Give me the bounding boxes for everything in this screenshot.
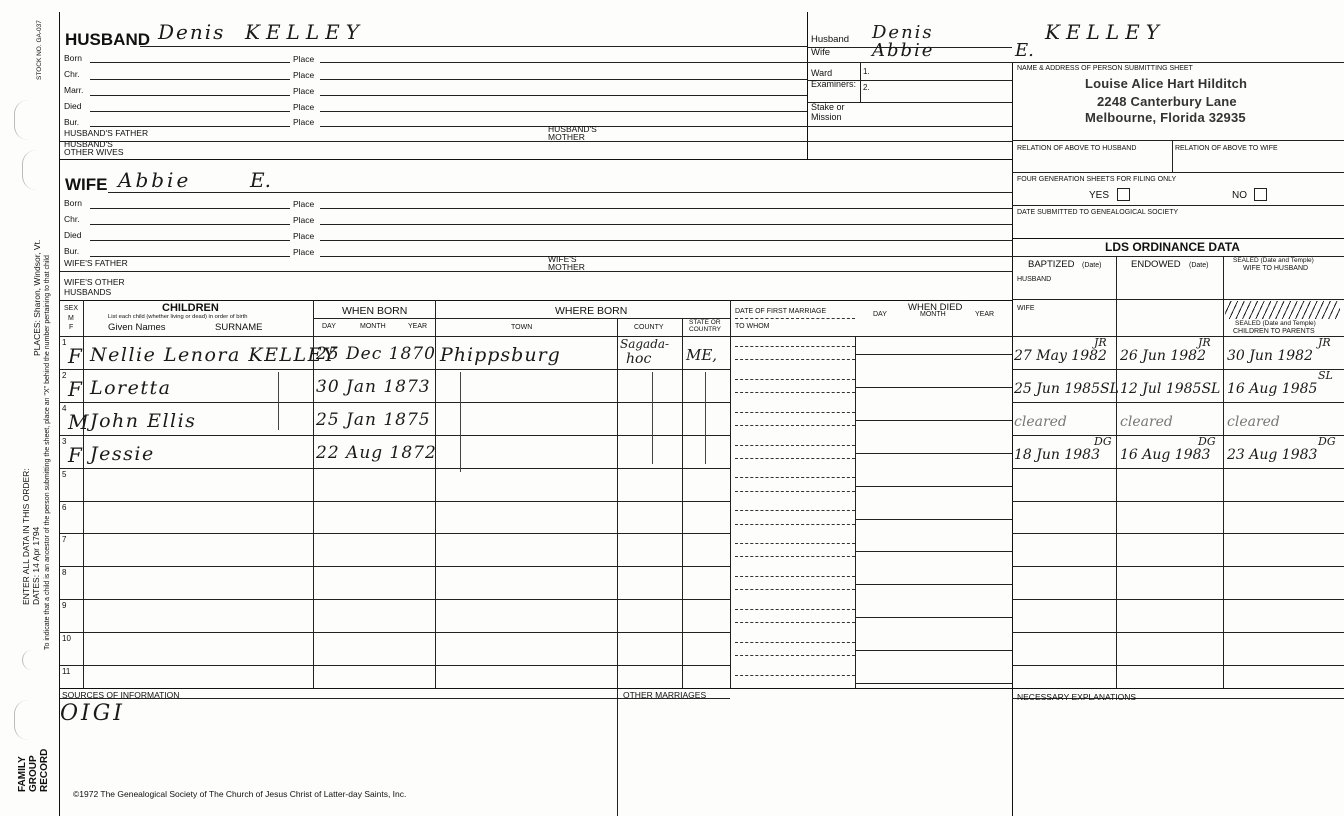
rule [435, 318, 730, 319]
child-number: 1 [62, 338, 67, 347]
row-rule [855, 635, 856, 653]
explanations-label: NECESSARY EXPLANATIONS [1017, 692, 1137, 702]
first-marriage-header: DATE OF FIRST MARRIAGE [735, 308, 827, 315]
child-born: 30 Jan 1873 [316, 377, 431, 397]
ditto-line [278, 372, 279, 430]
rule [90, 126, 290, 127]
rule [60, 688, 1344, 689]
rule [60, 141, 1012, 142]
row-rule [735, 425, 855, 426]
husband-bur-label: Bur. [64, 117, 80, 127]
right-column-border [1012, 62, 1013, 816]
child-endowed: 12 Jul 1985SL [1120, 381, 1221, 397]
child-name: Nellie Lenora KELLEY [90, 344, 338, 366]
rule [320, 62, 807, 63]
lds-wife-label: WIFE [1017, 305, 1035, 312]
child-endowed-mark: JR [1198, 336, 1211, 349]
rule [320, 111, 807, 112]
row-rule [1012, 566, 1344, 567]
rule [807, 62, 1344, 63]
row-rule [855, 683, 1012, 684]
row-rule [735, 477, 855, 478]
rule [320, 256, 1012, 257]
relation-to-wife-label: RELATION OF ABOVE TO WIFE [1175, 145, 1278, 152]
rule [140, 46, 807, 47]
child-number: 4 [62, 404, 67, 413]
row-rule [855, 420, 1012, 421]
wife-chr-label: Chr. [64, 214, 80, 224]
child-sex: F [68, 443, 82, 467]
child-sealed-mark: SL [1318, 369, 1333, 382]
child-number: 9 [62, 601, 67, 610]
rule [90, 208, 290, 209]
form-title-group: GROUP [28, 755, 39, 792]
sealed-children-label-2: CHILDREN TO PARENTS [1233, 328, 1315, 335]
form-title-family: FAMILY [17, 756, 28, 792]
rule [90, 62, 290, 63]
lds-title: LDS ORDINANCE DATA [1105, 240, 1240, 254]
where-born-header: WHERE BORN [555, 305, 628, 317]
sources-label: SOURCES OF INFORMATION [62, 690, 180, 700]
wifes-mother-label-1: WIFE'S [548, 254, 577, 264]
endowed-date-label: (Date) [1189, 262, 1209, 269]
row-rule [855, 504, 856, 522]
child-baptized: cleared [1014, 414, 1067, 430]
enter-all-data: ENTER ALL DATA IN THIS ORDER: [21, 468, 31, 605]
ditto-line [652, 372, 653, 464]
child-name: Loretta [90, 377, 172, 399]
wife-born-place-label: Place [293, 199, 315, 209]
row-rule [1012, 632, 1344, 633]
ward-label: Ward [811, 68, 833, 78]
child-endowed: 26 Jun 1982 [1120, 348, 1206, 364]
examiner-1: 1. [863, 67, 870, 76]
row-rule [1012, 501, 1344, 502]
ditto-line [705, 372, 706, 464]
rule [730, 300, 731, 688]
ward-husband-label: Husband [811, 34, 850, 45]
child-endowed-mark: DG [1198, 435, 1216, 448]
row-rule [735, 346, 855, 347]
wife-bur-label: Bur. [64, 246, 80, 256]
rule [83, 300, 84, 688]
sealed-wife-label-2: WIFE TO HUSBAND [1243, 265, 1309, 272]
rule [108, 192, 1012, 193]
child-county: Sagada- [620, 337, 670, 351]
sealed-children-label-1: SEALED (Date and Temple) [1235, 320, 1316, 327]
husband-marr-label: Marr. [64, 85, 84, 95]
row-rule [735, 589, 855, 590]
child-sealed: cleared [1227, 414, 1280, 430]
child-born: 25 Dec 1870 [316, 344, 436, 364]
husbands-father-label: HUSBAND'S FATHER [64, 128, 149, 138]
row-rule [855, 471, 856, 489]
row-rule [60, 402, 730, 403]
rule [1172, 140, 1173, 172]
row-rule [735, 510, 855, 511]
row-rule [855, 372, 856, 390]
husbands-mother-label-2: MOTHER [548, 132, 585, 142]
county-header: COUNTY [634, 324, 664, 331]
form-title-record: RECORD [39, 748, 50, 792]
row-rule [855, 405, 856, 423]
ward-box-left-border [807, 12, 808, 160]
husbands-other-wives-label-2: OTHER WIVES [64, 147, 124, 157]
ward-husband-value: Denis [872, 22, 934, 43]
no-checkbox[interactable] [1254, 188, 1267, 201]
husbands-other-wives-label-1: HUSBAND'S [64, 139, 113, 149]
row-rule [855, 387, 1012, 388]
child-baptized-mark: JR [1094, 336, 1107, 349]
sealed-hatch [1225, 301, 1340, 319]
row-rule [735, 379, 855, 380]
rule [1223, 256, 1224, 688]
child-sex: F [68, 377, 82, 401]
husband-chr-label: Chr. [64, 69, 80, 79]
row-rule [855, 650, 1012, 651]
child-baptized: 25 Jun 1985SL [1014, 381, 1119, 397]
rule [90, 224, 290, 225]
rule [1012, 140, 1344, 141]
when-born-header: WHEN BORN [342, 305, 408, 317]
child-number: 2 [62, 371, 67, 380]
row-rule [855, 617, 1012, 618]
sealed-wife-label-1: SEALED (Date and Temple) [1233, 257, 1314, 264]
row-rule [60, 501, 730, 502]
child-state: ME, [686, 346, 718, 364]
row-rule [855, 569, 856, 587]
child-born: 22 Aug 1872 [316, 443, 437, 463]
row-rule [855, 668, 856, 686]
child-sealed-mark: DG [1318, 435, 1336, 448]
state-header-2: COUNTRY [689, 326, 722, 333]
husband-marr-place-label: Place [293, 86, 315, 96]
rule [617, 688, 618, 816]
rule [593, 141, 595, 142]
child-sealed: 30 Jun 1982 [1227, 348, 1313, 364]
child-baptized-mark: DG [1094, 435, 1112, 448]
ancestor-instruction: To indicate that a child is an ancestor of the person submitting the sheet, place an "X" behind the number pertaining to that child [44, 255, 51, 650]
born-month-header: MONTH [360, 323, 386, 330]
surname-header: SURNAME [215, 322, 263, 333]
row-rule [60, 665, 730, 666]
submitter-name: Louise Alice Hart Hilditch [1085, 76, 1248, 91]
baptized-date-label: (Date) [1082, 262, 1102, 269]
row-rule [1012, 665, 1344, 666]
wife-died-place-label: Place [293, 231, 315, 241]
rule [320, 224, 1012, 225]
child-sex: F [68, 344, 82, 368]
wifes-mother-label-2: MOTHER [548, 262, 585, 272]
wife-born-label: Born [64, 198, 82, 208]
died-day-header: DAY [873, 311, 887, 318]
child-number: 11 [62, 667, 71, 676]
rule [90, 240, 290, 241]
child-sex: M [68, 410, 89, 434]
state-header-1: STATE OR [689, 319, 721, 326]
row-rule [855, 339, 856, 357]
child-born: 25 Jan 1875 [316, 410, 431, 430]
town-header: TOWN [511, 324, 533, 331]
row-rule [60, 632, 730, 633]
row-rule [60, 369, 730, 370]
wife-given-name: Abbie [118, 168, 192, 192]
child-sealed: 23 Aug 1983 [1227, 447, 1318, 463]
row-rule [60, 566, 730, 567]
given-names-header: Given Names [108, 322, 166, 333]
row-rule [1012, 533, 1344, 534]
husband-died-label: Died [64, 101, 82, 111]
rule [320, 79, 807, 80]
row-rule [735, 445, 855, 446]
row-rule [855, 438, 856, 456]
rule [1012, 238, 1344, 239]
row-rule [60, 435, 730, 436]
row-rule [855, 354, 1012, 355]
rule [1116, 256, 1117, 688]
row-rule [60, 533, 730, 534]
copyright: ©1972 The Genealogical Society of The Church of Jesus Christ of Latter-day Saints, Inc. [73, 789, 407, 799]
date-submitted-label: DATE SUBMITTED TO GENEALOGICAL SOCIETY [1017, 209, 1179, 216]
row-rule [735, 359, 855, 360]
row-rule [1012, 435, 1344, 436]
row-rule [855, 602, 856, 620]
row-rule [1012, 468, 1344, 469]
row-rule [1012, 599, 1344, 600]
sex-m-header: M [68, 315, 74, 322]
punch-hole [22, 650, 33, 670]
punch-hole [22, 150, 37, 190]
sex-f-header: F [69, 324, 74, 331]
to-whom-header: TO WHOM [735, 323, 770, 330]
rule [90, 256, 290, 257]
died-month-header: MONTH [920, 311, 946, 318]
rule [90, 79, 290, 80]
rule [1012, 172, 1344, 173]
ward-wife-label: Wife [811, 47, 830, 58]
husbands-mother-label-1: HUSBAND'S [548, 124, 597, 134]
ward-wife-value: Abbie [872, 40, 935, 61]
row-rule [735, 642, 855, 643]
lds-husband-label: HUSBAND [1017, 276, 1052, 283]
row-rule [735, 622, 855, 623]
wife-died-label: Died [64, 230, 82, 240]
child-number: 10 [62, 634, 71, 643]
submitter-street: 2248 Canterbury Lane [1097, 94, 1237, 109]
husband-died-place-label: Place [293, 102, 315, 112]
endowed-label: ENDOWED [1131, 259, 1181, 270]
punch-hole [14, 100, 29, 140]
rule [320, 95, 807, 96]
rule [60, 271, 1012, 272]
yes-label: YES [1089, 190, 1110, 201]
husband-label: HUSBAND [65, 30, 150, 49]
relation-to-husband-label: RELATION OF ABOVE TO HUSBAND [1017, 145, 1137, 152]
dates-order: DATES: 14 Apr 1794 [31, 526, 41, 605]
no-label: NO [1232, 190, 1247, 201]
row-rule [735, 655, 855, 656]
stock-number: STOCK NO. GA-037 [36, 20, 43, 80]
wife-label: WIFE [65, 175, 108, 194]
wifes-other-husbands-label-2: HUSBANDS [64, 287, 112, 297]
child-endowed: 16 Aug 1983 [1120, 447, 1211, 463]
ward-divider [860, 62, 861, 102]
husband-born-label: Born [64, 53, 82, 63]
rule [1012, 205, 1344, 206]
rule [320, 240, 1012, 241]
punch-hole [14, 700, 29, 740]
born-day-header: DAY [322, 323, 336, 330]
wife-initial: E. [250, 168, 271, 192]
ditto-line [460, 372, 461, 472]
husband-bur-place-label: Place [293, 117, 315, 127]
child-number: 3 [62, 437, 67, 446]
child-county: hoc [626, 351, 652, 367]
child-number: 8 [62, 568, 67, 577]
other-marriages-label: OTHER MARRIAGES [623, 690, 707, 700]
children-header: CHILDREN [162, 302, 219, 314]
row-rule [735, 412, 855, 413]
rule [90, 111, 290, 112]
list-note: List each child (whether living or dead) in order of birth [108, 314, 248, 320]
row-rule [735, 543, 855, 544]
stake-label-2: Mission [811, 112, 842, 122]
wifes-other-husbands-label-1: WIFE'S OTHER [64, 277, 125, 287]
child-town: Phippsburg [440, 344, 561, 366]
row-rule [855, 486, 1012, 487]
row-rule [855, 453, 1012, 454]
examiner-2: 2. [863, 83, 870, 92]
wifes-father-label: WIFE'S FATHER [64, 258, 128, 268]
row-rule [855, 536, 856, 554]
row-rule [60, 468, 730, 469]
row-rule [735, 491, 855, 492]
rule [60, 159, 1012, 160]
child-number: 6 [62, 503, 67, 512]
row-rule [855, 551, 1012, 552]
row-rule [855, 519, 1012, 520]
wife-bur-place-label: Place [293, 247, 315, 257]
sources-value: OIGI [60, 701, 125, 726]
row-rule [735, 556, 855, 557]
submitter-city: Melbourne, Florida 32935 [1085, 110, 1246, 125]
husband-born-place-label: Place [293, 54, 315, 64]
child-endowed: cleared [1120, 414, 1173, 430]
row-rule [735, 392, 855, 393]
left-border [59, 12, 60, 816]
row-rule [735, 609, 855, 610]
rule [90, 95, 290, 96]
sex-header: SEX [64, 305, 79, 312]
row-rule [60, 599, 730, 600]
row-rule [1012, 369, 1344, 370]
examiners-label: Examiners: [811, 79, 857, 89]
row-rule [735, 675, 855, 676]
husband-chr-place-label: Place [293, 70, 315, 80]
born-year-header: YEAR [408, 323, 428, 330]
four-generation-label: FOUR GENERATION SHEETS FOR FILING ONLY [1017, 176, 1177, 183]
husband-given-name: Denis [158, 20, 226, 44]
when-died-header: WHEN DIED [908, 302, 963, 313]
rule [1012, 299, 1344, 300]
rule [735, 318, 855, 319]
rule [314, 318, 435, 319]
child-name: Jessie [90, 443, 155, 465]
rule [320, 208, 1012, 209]
row-rule [735, 524, 855, 525]
baptized-label: BAPTIZED [1028, 259, 1075, 270]
wife-chr-place-label: Place [293, 215, 315, 225]
row-rule [855, 584, 1012, 585]
died-year-header: YEAR [975, 311, 995, 318]
yes-checkbox[interactable] [1117, 188, 1130, 201]
row-rule [735, 458, 855, 459]
child-baptized: 27 May 1982 [1014, 348, 1107, 364]
child-number: 5 [62, 470, 67, 479]
husband-surname: KELLEY [245, 20, 365, 44]
places-order: PLACES: Sharon, Windsor, Vt. [32, 239, 42, 356]
row-rule [1012, 402, 1344, 403]
stake-label-1: Stake or [811, 102, 845, 112]
row-rule [735, 576, 855, 577]
rule [60, 336, 1344, 337]
header-wife-initial: E. [1015, 40, 1034, 61]
header-surname: KELLEY [1045, 20, 1165, 44]
submitter-label: NAME & ADDRESS OF PERSON SUBMITTING SHEET [1017, 65, 1193, 72]
rule [60, 300, 1012, 301]
child-baptized: 18 Jun 1983 [1014, 447, 1100, 463]
child-sealed-mark: JR [1318, 336, 1331, 349]
child-sealed: 16 Aug 1985 [1227, 381, 1318, 397]
child-number: 7 [62, 535, 67, 544]
child-name: John Ellis [90, 410, 197, 432]
rule [320, 126, 1012, 127]
